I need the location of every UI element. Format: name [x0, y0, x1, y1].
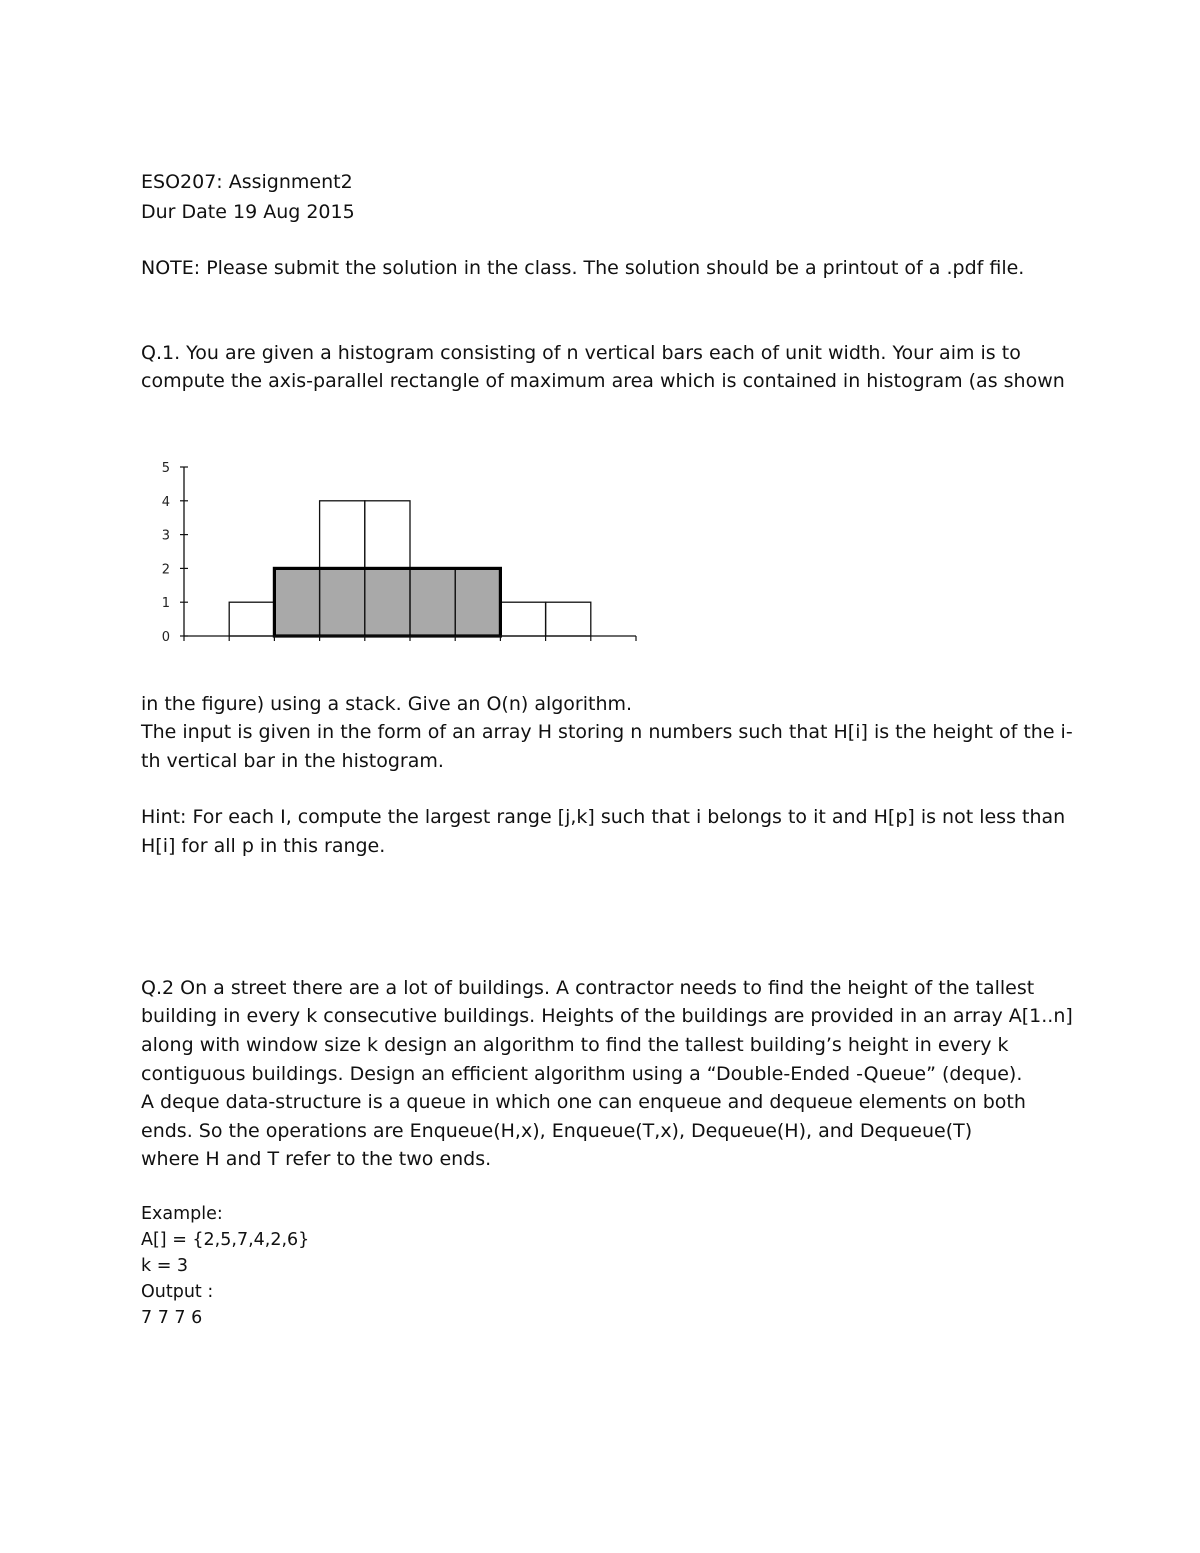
max-area-rectangle-fill — [274, 568, 500, 636]
histogram-bar — [546, 602, 591, 636]
assignment-title: ESO207: Assignment2 — [141, 171, 353, 193]
example-label: Example: — [141, 1204, 223, 1224]
q2-line-1: Q.2 On a street there are a lot of buildings. A contractor needs to find the height of the tallest — [141, 977, 1035, 999]
example-k: k = 3 — [141, 1256, 189, 1276]
histogram-figure — [150, 455, 670, 655]
q2-line-5: A deque data-structure is a queue in which one can enqueue and dequeue elements on both — [141, 1091, 1026, 1113]
y-tick-label: 3 — [161, 528, 170, 544]
y-tick-label: 2 — [161, 562, 170, 578]
q2-line-6: ends. So the operations are Enqueue(H,x), Enqueue(T,x), Dequeue(H), and Dequeue(T) — [141, 1120, 973, 1142]
q2-line-2: building in every k consecutive buildings. Heights of the buildings are provided in an array A[1..n] — [141, 1005, 1073, 1027]
due-date: Dur Date 19 Aug 2015 — [141, 201, 355, 223]
example-output-label: Output : — [141, 1282, 214, 1302]
example-array: A[] = {2,5,7,4,2,6} — [141, 1230, 310, 1250]
note: NOTE: Please submit the solution in the class. The solution should be a printout of a .pdf file. — [141, 257, 1025, 279]
q1-hint-line-2: H[i] for all p in this range. — [141, 835, 386, 857]
histogram-bar — [229, 602, 274, 636]
q2-line-4: contiguous buildings. Design an efficient algorithm using a “Double-Ended -Queue” (deque). — [141, 1063, 1023, 1085]
example-output: 7 7 7 6 — [141, 1308, 203, 1328]
y-tick-label: 4 — [161, 494, 170, 510]
q1-line-4: The input is given in the form of an array H storing n numbers such that H[i] is the height of the i- — [141, 721, 1073, 743]
q2-line-3: along with window size k design an algorithm to find the tallest building’s height in every k — [141, 1034, 1009, 1056]
y-tick-label: 0 — [161, 630, 170, 645]
q1-line-2: compute the axis-parallel rectangle of maximum area which is contained in histogram (as shown — [141, 370, 1065, 392]
y-tick-label: 5 — [161, 461, 170, 476]
q1-hint-line-1: Hint: For each I, compute the largest range [j,k] such that i belongs to it and H[p] is not less than — [141, 806, 1066, 828]
q1-line-5: th vertical bar in the histogram. — [141, 750, 444, 772]
q2-line-7: where H and T refer to the two ends. — [141, 1148, 492, 1170]
q1-line-1: Q.1. You are given a histogram consisting of n vertical bars each of unit width. Your aim is to — [141, 342, 1021, 364]
histogram-bar — [500, 602, 545, 636]
y-tick-label: 1 — [161, 596, 170, 612]
q1-line-3: in the figure) using a stack. Give an O(n) algorithm. — [141, 693, 633, 715]
